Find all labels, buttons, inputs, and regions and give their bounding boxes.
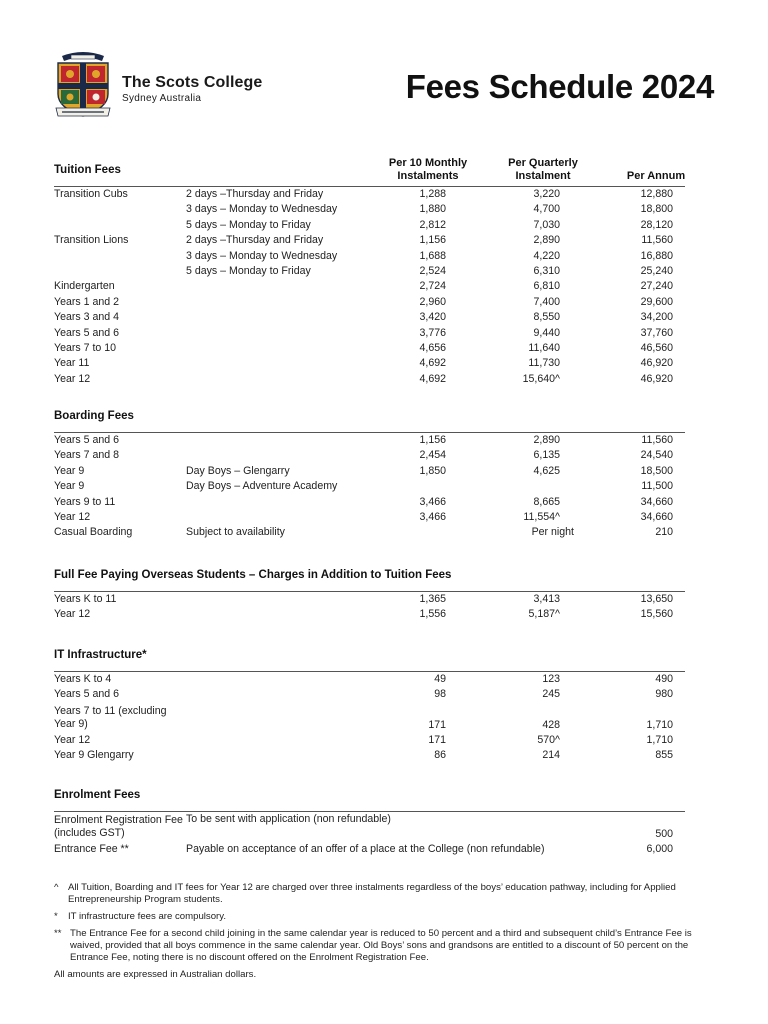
- value-annum: 500: [655, 828, 673, 840]
- section-header: [54, 640, 685, 672]
- value-annum: 18,800: [640, 203, 673, 216]
- value-monthly: 2,454: [419, 449, 446, 462]
- row-label: Year 12: [54, 608, 91, 621]
- college-branding: [122, 74, 262, 105]
- value-monthly: 2,812: [419, 218, 446, 231]
- value-quarterly: 4,220: [533, 249, 560, 262]
- row-description: 5 days – Monday to Friday: [186, 264, 311, 277]
- table-row: [54, 279, 685, 294]
- value-monthly: 1,688: [419, 249, 446, 262]
- table-row: [54, 748, 685, 763]
- row-label: Years 7 to 11 (excluding Year 9): [54, 704, 167, 730]
- table-row: [54, 341, 685, 356]
- row-description: Payable on acceptance of an offer of a place at the College (non refundable): [186, 843, 545, 855]
- value-quarterly: 214: [542, 749, 560, 762]
- value-annum: 855: [655, 749, 673, 762]
- value-quarterly: 11,640: [528, 341, 560, 354]
- value-annum: 34,660: [640, 495, 673, 508]
- value-quarterly: 6,310: [533, 264, 560, 277]
- value-quarterly: 6,810: [533, 280, 560, 293]
- it-table: [54, 672, 685, 764]
- footnote: [54, 911, 714, 923]
- tuition-section: [54, 155, 685, 387]
- boarding-section: [54, 401, 685, 541]
- footnote-text: IT infrastructure fees are compulsory.: [68, 911, 227, 922]
- row-label: Year 9 Glengarry: [54, 749, 134, 762]
- row-label: Years K to 4: [54, 673, 112, 685]
- value-monthly: 1,288: [419, 188, 446, 200]
- overseas-table: [54, 592, 685, 623]
- table-row: [54, 356, 685, 371]
- enrolment-section: [54, 780, 685, 857]
- value-annum: 25,240: [640, 264, 673, 277]
- value-quarterly: 123: [542, 673, 560, 685]
- value-annum: 28,120: [640, 218, 673, 231]
- value-monthly: 3,776: [419, 326, 446, 339]
- row-label: Entrance Fee **: [54, 843, 129, 855]
- footnote-mark: *: [54, 911, 58, 922]
- value-annum: 12,880: [640, 188, 673, 200]
- overseas-section: [54, 560, 685, 623]
- table-row: [54, 372, 685, 387]
- table-row: [54, 187, 685, 202]
- row-label: Transition Cubs: [54, 188, 128, 200]
- value-monthly: 3,466: [419, 495, 446, 508]
- value-annum: 210: [655, 526, 673, 539]
- column-header-monthly: Per 10 Monthly Instalments: [388, 157, 468, 182]
- row-label: Years 9 to 11: [54, 495, 116, 508]
- value-annum: 46,560: [640, 341, 673, 354]
- value-annum: 34,200: [640, 311, 673, 324]
- row-description: Subject to availability: [186, 526, 285, 539]
- section-title: Full Fee Paying Overseas Students – Charges in Addition to Tuition Fees: [54, 569, 452, 581]
- row-label: Transition Lions: [54, 234, 129, 247]
- value-annum: 1,710: [646, 718, 673, 731]
- section-header: [54, 155, 685, 187]
- value-annum: 46,920: [640, 372, 673, 385]
- enrolment-table: [54, 812, 685, 857]
- footnotes: [54, 882, 714, 981]
- column-header-quarterly: Per Quarterly Instalment: [508, 157, 578, 182]
- table-row: [54, 703, 685, 733]
- row-label: Casual Boarding: [54, 526, 133, 539]
- value-annum: 6,000: [646, 843, 673, 855]
- footnote-mark: ^: [54, 882, 59, 893]
- table-row: [54, 326, 685, 341]
- value-monthly: 86: [434, 749, 446, 762]
- row-label: Years 1 and 2: [54, 295, 119, 308]
- table-row: [54, 264, 685, 279]
- value-annum: 15,560: [640, 608, 673, 621]
- college-name: The Scots College: [122, 74, 263, 91]
- value-quarterly: 5,187^: [528, 608, 560, 621]
- row-label: Year 12: [54, 733, 91, 746]
- table-row: [54, 233, 685, 248]
- value-monthly: 98: [434, 688, 446, 701]
- value-annum: 11,560: [641, 234, 673, 247]
- row-description: 3 days – Monday to Wednesday: [186, 203, 338, 216]
- value-quarterly: 4,700: [533, 203, 560, 216]
- row-label: Kindergarten: [54, 280, 115, 293]
- table-row: [54, 433, 685, 448]
- row-label: Year 9: [54, 464, 85, 477]
- table-row: [54, 592, 685, 607]
- value-annum: 18,500: [640, 464, 673, 477]
- value-quarterly: 2,890: [533, 234, 560, 247]
- value-monthly: 1,365: [419, 593, 446, 605]
- tuition-table: [54, 187, 685, 387]
- row-label: Year 12: [54, 372, 91, 385]
- value-monthly: 1,880: [419, 203, 446, 216]
- value-quarterly: 11,730: [528, 357, 560, 370]
- value-annum: 16,880: [640, 249, 673, 262]
- value-annum: 490: [655, 673, 673, 685]
- row-label: Year 11: [54, 357, 90, 370]
- footnote: [54, 928, 714, 964]
- section-header: [54, 560, 685, 592]
- table-row: [54, 672, 685, 687]
- row-description: Day Boys – Adventure Academy: [186, 480, 338, 493]
- row-description: 3 days – Monday to Wednesday: [186, 249, 338, 262]
- footnote-mark: **: [54, 928, 62, 939]
- value-quarterly: 570^: [537, 733, 560, 746]
- value-monthly: 171: [428, 718, 446, 731]
- value-monthly: 1,156: [419, 434, 446, 446]
- value-monthly: 1,556: [419, 608, 446, 621]
- boarding-table: [54, 433, 685, 541]
- value-annum: 24,540: [640, 449, 673, 462]
- value-annum: 13,650: [640, 593, 673, 605]
- row-label: Years 5 and 6: [54, 434, 119, 446]
- row-description: Day Boys – Glengarry: [186, 464, 290, 477]
- value-quarterly: 11,554^: [523, 510, 560, 523]
- value-monthly: 4,656: [419, 341, 446, 354]
- value-monthly: 2,724: [419, 280, 446, 293]
- section-header: [54, 780, 685, 812]
- row-label: Years 3 and 4: [54, 311, 119, 324]
- value-annum: 11,500: [641, 480, 673, 493]
- table-row: [54, 448, 685, 463]
- table-row: [54, 733, 685, 748]
- college-crest-icon: [54, 50, 112, 120]
- row-description: 2 days –Thursday and Friday: [186, 234, 324, 247]
- value-quarterly: 3,220: [533, 188, 560, 200]
- page-header: [54, 50, 714, 125]
- value-monthly: 4,692: [419, 372, 446, 385]
- table-row: [54, 464, 685, 479]
- value-quarterly: 245: [542, 688, 560, 701]
- row-label: Years K to 11: [54, 593, 117, 605]
- value-quarterly: 2,890: [533, 434, 560, 446]
- value-annum: 980: [655, 688, 673, 701]
- value-monthly: 4,692: [419, 357, 446, 370]
- value-quarterly: 6,135: [533, 449, 560, 462]
- value-quarterly: 7,030: [533, 218, 560, 231]
- section-title: IT Infrastructure*: [54, 649, 147, 661]
- page-title: Fees Schedule 2024: [405, 68, 714, 105]
- currency-note: All amounts are expressed in Australian dollars.: [54, 969, 257, 980]
- value-monthly: 2,960: [419, 295, 446, 308]
- footnote: [54, 882, 714, 906]
- table-row: [54, 295, 685, 310]
- value-monthly: 3,466: [419, 510, 446, 523]
- section-header: [54, 401, 685, 433]
- value-quarterly: 15,640^: [522, 372, 560, 385]
- value-annum: 29,600: [640, 295, 673, 308]
- footnote-text: The Entrance Fee for a second child joining in the same calendar year is reduced to 50 percent and a third and subsequent child’s Entrance Fee is waived, provided that all boys commence in the same calendar year. Old Boys’ sons and grandsons are entitled to a discount of 50 percent on the Entrance Fee, noting there is no discount offered on the Enrolment Registration Fee.: [70, 928, 692, 963]
- table-row: [54, 812, 685, 842]
- footnote-text: All Tuition, Boarding and IT fees for Year 12 are charged over three instalments regardless of the boys’ education pathway, including for Applied Entrepreneurship Program students.: [68, 882, 676, 905]
- it-section: [54, 640, 685, 764]
- row-label: Years 5 and 6: [54, 326, 119, 339]
- table-row: [54, 607, 685, 622]
- table-row: [54, 687, 685, 702]
- value-quarterly: 7,400: [533, 295, 560, 308]
- value-monthly: 1,156: [419, 234, 446, 247]
- value-quarterly: 8,665: [533, 495, 560, 508]
- table-row: [54, 218, 685, 233]
- value-annum: 1,710: [646, 733, 673, 746]
- row-label: Year 9: [54, 480, 85, 493]
- column-header-annum: Per Annum: [626, 170, 686, 182]
- row-label: Year 12: [54, 510, 91, 523]
- row-label: Years 5 and 6: [54, 688, 119, 701]
- table-row: [54, 202, 685, 217]
- row-label: Years 7 to 10: [54, 341, 117, 354]
- table-row: [54, 249, 685, 264]
- table-row: [54, 479, 685, 494]
- value-quarterly: 9,440: [533, 326, 560, 339]
- value-monthly: 3,420: [419, 311, 446, 324]
- value-quarterly: 3,413: [533, 593, 560, 605]
- value-annum: 11,560: [641, 434, 673, 446]
- value-annum: 46,920: [640, 357, 673, 370]
- row-description: 2 days –Thursday and Friday: [186, 188, 324, 200]
- value-monthly: 1,850: [419, 464, 446, 477]
- value-monthly: 2,524: [419, 264, 446, 277]
- table-row: [54, 525, 685, 540]
- row-label: Years 7 and 8: [54, 449, 119, 462]
- value-quarterly: 428: [542, 718, 560, 731]
- value-quarterly: 4,625: [533, 464, 560, 477]
- table-row: [54, 310, 685, 325]
- value-monthly: 171: [428, 733, 446, 746]
- value-quarterly: Per night: [531, 526, 574, 539]
- value-annum: 34,660: [640, 510, 673, 523]
- table-row: [54, 842, 685, 857]
- row-description: To be sent with application (non refundable): [186, 813, 391, 825]
- college-location: Sydney Australia: [122, 93, 202, 104]
- value-monthly: 49: [434, 673, 446, 685]
- table-row: [54, 510, 685, 525]
- value-annum: 27,240: [640, 280, 673, 293]
- section-title: Tuition Fees: [54, 164, 121, 176]
- row-label: Enrolment Registration Fee (includes GST): [54, 814, 183, 839]
- section-title: Enrolment Fees: [54, 789, 141, 801]
- row-description: 5 days – Monday to Friday: [186, 218, 311, 231]
- table-row: [54, 495, 685, 510]
- value-annum: 37,760: [640, 326, 673, 339]
- value-quarterly: 8,550: [533, 311, 560, 324]
- section-title: Boarding Fees: [54, 410, 134, 422]
